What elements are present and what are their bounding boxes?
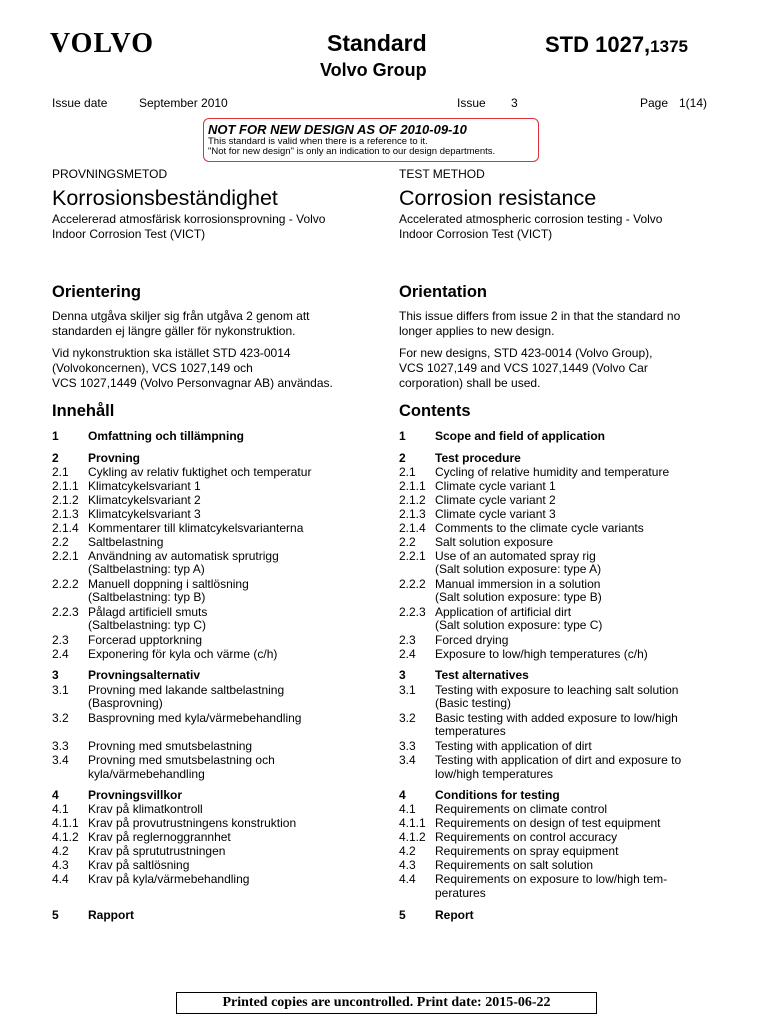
toc-entry-text: Provning med smutsbelastning och — [88, 753, 275, 767]
toc-entry-text: Comments to the climate cycle variants — [435, 521, 644, 535]
toc-entry-text: Requirements on control accuracy — [435, 830, 618, 844]
toc-entry-text: Forcerad upptorkning — [88, 633, 203, 647]
toc-entry-text: Krav på reglernoggrannhet — [88, 830, 231, 844]
issue-date-value: September 2010 — [139, 96, 228, 110]
document-subtitle-line-2: Indoor Corrosion Test (VICT) — [52, 227, 206, 241]
toc-entry-text: Requirements on spray equipment — [435, 844, 619, 858]
toc-entry-number: 4.2 — [52, 844, 69, 858]
orientation-para-1-line-1: This issue differs from issue 2 in that the standard no — [399, 309, 681, 323]
toc-entry-number: 2.1.3 — [52, 507, 79, 521]
page-value: 1(14) — [679, 96, 708, 110]
category-label: TEST METHOD — [399, 167, 485, 181]
toc-entry-text: Manuell doppning i saltlösning — [88, 577, 249, 591]
document-subtitle-line-1: Accelererad atmosfärisk korrosionsprovning - Volvo — [52, 212, 326, 226]
toc-entry-text: Användning av automatisk sprutrigg — [88, 549, 279, 563]
contents-heading: Innehåll — [52, 402, 115, 420]
orientation-para-1-line-1: Denna utgåva skiljer sig från utgåva 2 genom att — [52, 309, 310, 323]
toc-entry-number: 2.2.1 — [52, 549, 79, 563]
orientation-para-1-line-2: longer applies to new design. — [399, 324, 555, 338]
toc-entry-text: Rapport — [88, 908, 134, 922]
toc-entry-number: 2.2.2 — [52, 577, 79, 591]
toc-entry-text: Test alternatives — [435, 668, 529, 682]
toc-entry-text: (Saltbelastning: typ C) — [88, 618, 207, 632]
toc-entry-number: 2.4 — [52, 647, 69, 661]
toc-entry-text: Kommentarer till klimatcykelsvarianterna — [88, 521, 304, 535]
orientation-heading: Orientation — [399, 283, 488, 301]
toc-entry-text: Application of artificial dirt — [435, 605, 572, 619]
standard-number-main: STD 1027, — [545, 32, 651, 57]
orientation-para-1-line-2: standarden ej längre gäller för nykonstruktion. — [52, 324, 296, 338]
toc-entry-text: Testing with application of dirt — [435, 739, 592, 753]
toc-entry-text: Requirements on design of test equipment — [435, 816, 661, 830]
issue-value: 3 — [511, 96, 518, 110]
standard-number-suffix: 1375 — [650, 37, 688, 56]
notice-title: NOT FOR NEW DESIGN AS OF 2010-09-10 — [208, 122, 467, 137]
orientation-para-2-line-1: Vid nykonstruktion ska istället STD 423-0014 — [52, 346, 291, 360]
toc-entry-number: 4.3 — [399, 858, 416, 872]
toc-entry-text: Saltbelastning — [88, 535, 164, 549]
orientation-para-2-line-1: For new designs, STD 423-0014 (Volvo Group), — [399, 346, 653, 360]
toc-entry-number: 2.2 — [399, 535, 416, 549]
toc-entry-text: Report — [435, 908, 474, 922]
toc-entry-text: Cykling av relativ fuktighet och temperatur — [88, 465, 312, 479]
print-control-notice: Printed copies are uncontrolled. Print date: 2015-06-22 — [176, 992, 597, 1014]
toc-entry-text: Provningsalternativ — [88, 668, 201, 682]
toc-entry-text: low/high temperatures — [435, 767, 554, 781]
toc-entry-number: 4.1.1 — [52, 816, 79, 830]
toc-entry-text: Klimatcykelsvariant 3 — [88, 507, 201, 521]
toc-entry-text: (Salt solution exposure: type C) — [435, 618, 603, 632]
category-label: PROVNINGSMETOD — [52, 167, 168, 181]
toc-entry-number: 4.1.2 — [52, 830, 79, 844]
toc-entry-text: Krav på sprututrustningen — [88, 844, 226, 858]
toc-entry-text: Krav på kyla/värmebehandling — [88, 872, 250, 886]
document-subtitle-line-2: Indoor Corrosion Test (VICT) — [399, 227, 553, 241]
toc-entry-number: 2.2.3 — [52, 605, 79, 619]
toc-entry-text: (Salt solution exposure: type B) — [435, 590, 602, 604]
toc-entry-number: 3.4 — [399, 753, 416, 767]
toc-entry-text: kyla/värmebehandling — [88, 767, 205, 781]
toc-entry-text: Basprovning med kyla/värmebehandling — [88, 711, 302, 725]
toc-entry-text: Forced drying — [435, 633, 509, 647]
toc-entry-number: 3.1 — [52, 683, 69, 697]
toc-entry-text: Conditions for testing — [435, 788, 560, 802]
toc-entry-number: 5 — [52, 908, 59, 922]
document-type-title: Standard — [327, 30, 427, 56]
toc-entry-text: Krav på provutrustningens konstruktion — [88, 816, 297, 830]
contents-heading: Contents — [399, 402, 471, 420]
toc-entry-text: Exponering för kyla och värme (c/h) — [88, 647, 278, 661]
toc-entry-number: 2 — [52, 451, 59, 465]
toc-entry-text: Exposure to low/high temperatures (c/h) — [435, 647, 648, 661]
toc-entry-number: 3 — [399, 668, 406, 682]
toc-entry-number: 4.4 — [399, 872, 416, 886]
notice-line-2: "Not for new design" is only an indication to our design departments. — [208, 146, 496, 157]
issue-label: Issue — [457, 96, 486, 110]
toc-entry-number: 4.1.2 — [399, 830, 426, 844]
document-publisher: Volvo Group — [320, 60, 427, 80]
notice-line-1: This standard is valid when there is a reference to it. — [208, 136, 428, 147]
toc-entry-number: 2.1.2 — [52, 493, 79, 507]
toc-entry-number: 2.2.1 — [399, 549, 426, 563]
toc-entry-text: Provning — [88, 451, 141, 465]
toc-entry-text: Provningsvillkor — [88, 788, 183, 802]
toc-entry-number: 3.3 — [52, 739, 69, 753]
standard-number — [545, 32, 688, 58]
toc-entry-text: Testing with exposure to leaching salt solution — [435, 683, 679, 697]
toc-entry-number: 4 — [399, 788, 406, 802]
toc-entry-number: 2.1.1 — [52, 479, 79, 493]
toc-entry-number: 4.3 — [52, 858, 69, 872]
toc-entry-number: 4.1 — [52, 802, 69, 816]
orientation-para-2-line-2: (Volvokoncernen), VCS 1027,149 och — [52, 361, 253, 375]
toc-entry-text: (Salt solution exposure: type A) — [435, 562, 602, 576]
toc-entry-number: 2.3 — [399, 633, 416, 647]
toc-entry-number: 2.1.4 — [52, 521, 79, 535]
volvo-logo: VOLVO — [50, 28, 154, 59]
toc-entry-text: (Basprovning) — [88, 696, 163, 710]
orientation-para-2-line-3: corporation) shall be used. — [399, 376, 541, 390]
toc-entry-text: Climate cycle variant 3 — [435, 507, 556, 521]
toc-entry-number: 3.2 — [399, 711, 416, 725]
toc-entry-text: Scope and field of application — [435, 429, 606, 443]
page-label: Page — [640, 96, 669, 110]
toc-entry-text: Manual immersion in a solution — [435, 577, 601, 591]
toc-entry-text: (Saltbelastning: typ A) — [88, 562, 205, 576]
toc-entry-text: Test procedure — [435, 451, 521, 465]
toc-entry-number: 3.1 — [399, 683, 416, 697]
issue-date-label: Issue date — [52, 96, 108, 110]
toc-entry-text: Cycling of relative humidity and temperature — [435, 465, 670, 479]
toc-entry-number: 2.1 — [52, 465, 69, 479]
not-for-new-design-notice — [203, 118, 539, 162]
toc-entry-number: 4.4 — [52, 872, 69, 886]
toc-entry-number: 2.1.4 — [399, 521, 426, 535]
toc-entry-text: Provning med lakande saltbelastning — [88, 683, 285, 697]
toc-entry-number: 4.2 — [399, 844, 416, 858]
document-subtitle-line-1: Accelerated atmospheric corrosion testing - Volvo — [399, 212, 663, 226]
toc-entry-number: 3.3 — [399, 739, 416, 753]
toc-entry-number: 4.1 — [399, 802, 416, 816]
toc-entry-text: (Saltbelastning: typ B) — [88, 590, 206, 604]
toc-entry-number: 2 — [399, 451, 406, 465]
toc-entry-number: 3 — [52, 668, 59, 682]
toc-entry-text: peratures — [435, 886, 486, 900]
orientation-para-2-line-2: VCS 1027,149 and VCS 1027,1449 (Volvo Car — [399, 361, 648, 375]
orientation-heading: Orientering — [52, 283, 141, 301]
document-title: Corrosion resistance — [399, 186, 597, 210]
toc-entry-number: 2.2.3 — [399, 605, 426, 619]
toc-entry-number: 4.1.1 — [399, 816, 426, 830]
toc-entry-number: 2.3 — [52, 633, 69, 647]
toc-entry-number: 2.4 — [399, 647, 416, 661]
toc-entry-text: Krav på saltlösning — [88, 858, 190, 872]
toc-entry-text: Omfattning och tillämpning — [88, 429, 244, 443]
toc-entry-text: Provning med smutsbelastning — [88, 739, 253, 753]
toc-entry-text: (Basic testing) — [435, 696, 512, 710]
orientation-para-2-line-3: VCS 1027,1449 (Volvo Personvagnar AB) användas. — [52, 376, 333, 390]
toc-entry-number: 2.1.1 — [399, 479, 426, 493]
toc-entry-text: Salt solution exposure — [435, 535, 554, 549]
document-title: Korrosionsbeständighet — [52, 186, 278, 210]
toc-entry-number: 2.2 — [52, 535, 69, 549]
toc-entry-number: 5 — [399, 908, 406, 922]
toc-entry-number: 2.1 — [399, 465, 416, 479]
toc-entry-text: Pålagd artificiell smuts — [88, 605, 208, 619]
toc-entry-number: 2.2.2 — [399, 577, 426, 591]
toc-entry-number: 3.4 — [52, 753, 69, 767]
toc-entry-text: Requirements on salt solution — [435, 858, 594, 872]
toc-entry-text: Testing with application of dirt and exposure to — [435, 753, 682, 767]
toc-entry-number: 1 — [399, 429, 406, 443]
toc-entry-text: Krav på klimatkontroll — [88, 802, 203, 816]
toc-entry-text: Klimatcykelsvariant 2 — [88, 493, 201, 507]
toc-entry-text: Climate cycle variant 2 — [435, 493, 556, 507]
toc-entry-number: 2.1.3 — [399, 507, 426, 521]
toc-entry-number: 1 — [52, 429, 59, 443]
toc-entry-text: temperatures — [435, 724, 506, 738]
toc-entry-number: 4 — [52, 788, 59, 802]
toc-entry-number: 3.2 — [52, 711, 69, 725]
toc-entry-text: Climate cycle variant 1 — [435, 479, 556, 493]
toc-entry-text: Klimatcykelsvariant 1 — [88, 479, 201, 493]
toc-entry-number: 2.1.2 — [399, 493, 426, 507]
toc-entry-text: Use of an automated spray rig — [435, 549, 596, 563]
toc-entry-text: Requirements on climate control — [435, 802, 608, 816]
toc-entry-text: Basic testing with added exposure to low/high — [435, 711, 678, 725]
toc-entry-text: Requirements on exposure to low/high tem- — [435, 872, 668, 886]
